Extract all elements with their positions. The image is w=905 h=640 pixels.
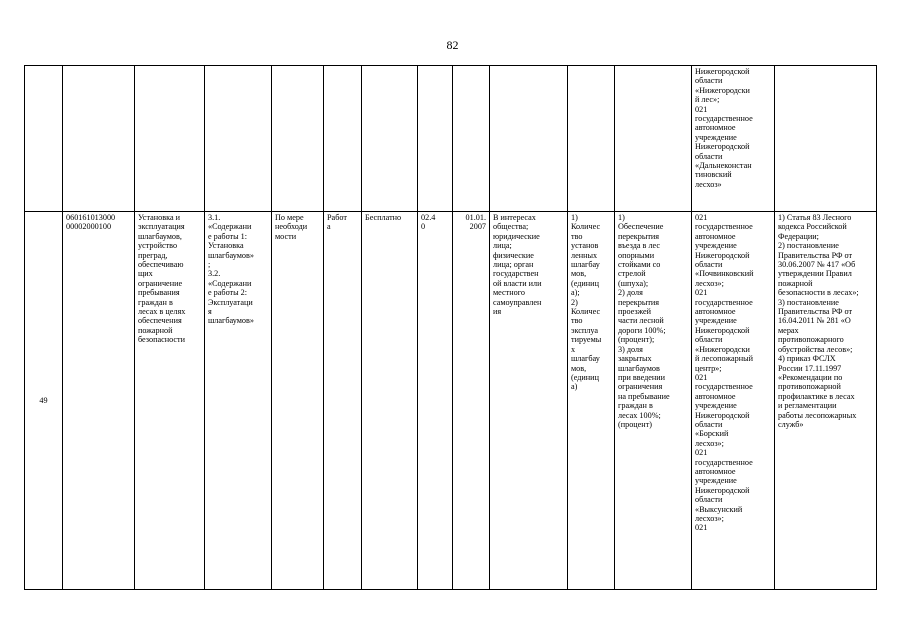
cell-empty xyxy=(362,66,418,212)
cell-volume-indicators: 1) Количес тво установ ленных шлагбау мов, (единиц а); 2) Количес тво эксплуа тируемы х шлагбау мов, (единиц а) xyxy=(568,212,615,590)
cell-empty xyxy=(135,66,205,212)
cell-org-list: 021 государственное автономное учреждение Нижегородской области «Почвинковский лесхоз»; 021 государственное автономное учреждение Нижегородской области «Нижегородски й лесопожарный центр»; 021 государственное автономное учреждение Нижегородской области «Борский лесхоз»; 021 государственное автономное учреждение Нижегородской области «Выксунский лесхоз»; 021 xyxy=(692,212,775,590)
cell-service-content: 3.1. «Содержани е работы 1: Установка шлагбаумов» ; 3.2. «Содержани е работы 2: Эксплуатаци я шлагбаумов» xyxy=(205,212,272,590)
continuation-row xyxy=(25,66,877,212)
cell-service-name: Установка и эксплуатация шлагбаумов, устройство преград, обеспечиваю щих ограничение пребывания граждан в лесах в целях обеспечения пожарной безопасности xyxy=(135,212,205,590)
cell-empty xyxy=(418,66,453,212)
registry-table xyxy=(24,65,877,590)
cell-payment: Бесплатно xyxy=(362,212,418,590)
cell-empty xyxy=(324,66,362,212)
cell-empty xyxy=(63,66,135,212)
table-row xyxy=(25,212,877,590)
cell-empty xyxy=(453,66,490,212)
cell-registry-code: 060161013000 00002000100 xyxy=(63,212,135,590)
cell-empty xyxy=(568,66,615,212)
cell-frequency: По мере необходи мости xyxy=(272,212,324,590)
cell-date: 01.01. 2007 xyxy=(453,212,490,590)
cell-interest: В интересах общества; юридические лица; физические лица; орган государствен ой власти или местного самоуправлен ия xyxy=(490,212,568,590)
cell-type: Работ а xyxy=(324,212,362,590)
cell-legal-basis: 1) Статья 83 Лесного кодекса Российской Федерации; 2) постановление Правительства РФ от 30.06.2007 № 417 «Об утверждении Правил пожарной безопасности в лесах»; 3) постановление Правительства РФ от 16.04.2011 № 281 «О мерах противопожарного обустройства лесов»; 4) приказ ФСЛХ России 17.11.1997 «Рекомендации по противопожарной профилактике в лесах и регламентации работы лесопожарных служб» xyxy=(775,212,877,590)
cell-org-list-continued: Нижегородской области «Нижегородски й лес»; 021 государственное автономное учреждение Нижегородской области «Дальнеконстан тиновский лесхоз» xyxy=(692,66,775,212)
cell-quality-indicators: 1) Обеспечение перекрытия въезда в лес опорными стойками со стрелой (шпуха); 2) доля перекрытия проезжей части лесной дороги 100%; (процент); 3) доля закрытых шлагбаумов при введении ограничения на пребывание граждан в лесах 100%; (процент) xyxy=(615,212,692,590)
cell-empty xyxy=(272,66,324,212)
cell-row-number: 49 xyxy=(25,212,63,590)
cell-empty xyxy=(25,66,63,212)
cell-empty xyxy=(490,66,568,212)
cell-empty xyxy=(615,66,692,212)
page-number: 82 xyxy=(446,38,459,52)
cell-empty xyxy=(205,66,272,212)
cell-okved: 02.4 0 xyxy=(418,212,453,590)
cell-empty xyxy=(775,66,877,212)
